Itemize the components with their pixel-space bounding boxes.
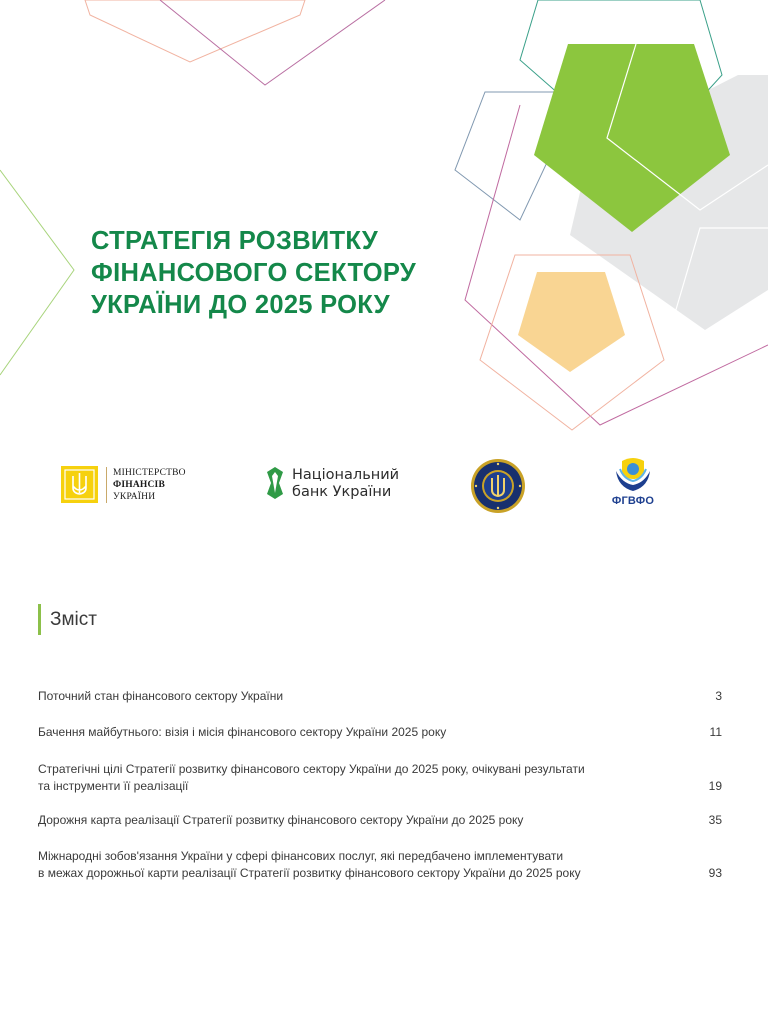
toc-item-line: Бачення майбутнього: візія і місія фінансового сектору України 2025 року: [38, 725, 447, 739]
minfin-name: [113, 467, 186, 503]
seal-icon: [470, 458, 526, 514]
minfin-line-1: МІНІСТЕРСТВО: [113, 468, 186, 478]
hexagon-outline-top-peach: [85, 0, 305, 62]
toc-item-line: в межах дорожньої карти реалізації Стратегії розвитку фінансового сектору України до 2025 року: [38, 866, 581, 880]
line-top-magenta: [160, 0, 385, 85]
toc-item-line: Дорожня карта реалізації Стратегії розвитку фінансового сектору України до 2025 року: [38, 813, 524, 827]
toc-item-page: 35: [708, 813, 722, 827]
title-line-2: ФІНАНСОВОГО СЕКТОРУ: [91, 259, 416, 287]
toc-item[interactable]: [38, 848, 722, 882]
toc-item-title: [38, 688, 648, 705]
fgvfo-label: ФГВФО: [611, 495, 655, 507]
toc-item-title: [38, 848, 648, 882]
minfin-line-2: ФІНАНСІВ: [113, 480, 165, 490]
nssmc-seal-logo: [470, 458, 526, 514]
document-title: [91, 225, 511, 321]
fgvfo-logo: [604, 457, 662, 517]
nbu-line-2: банк України: [292, 484, 392, 500]
toc-item-line: та інструменти її реалізації: [38, 779, 189, 793]
nbu-logo: [265, 465, 405, 505]
toc-item-title: [38, 724, 648, 741]
minfin-line-3: УКРАЇНИ: [113, 492, 156, 502]
toc-item-page: 93: [708, 866, 722, 880]
toc-item-page: 3: [715, 689, 722, 703]
toc-item-title: [38, 812, 648, 829]
toc-item[interactable]: [38, 812, 722, 829]
toc-item[interactable]: [38, 761, 722, 795]
toc-item-page: 11: [709, 725, 722, 739]
partner-logos: [0, 455, 768, 521]
toc-item-line: Міжнародні зобов'язання України у сфері фінансових послуг, які передбачено імплементувати: [38, 849, 564, 863]
title-line-1: СТРАТЕГІЯ РОЗВИТКУ: [91, 227, 379, 255]
minfin-logo: [61, 466, 201, 506]
title-line-3: УКРАЇНИ ДО 2025 РОКУ: [91, 291, 390, 319]
toc-item-line: Поточний стан фінансового сектору України: [38, 689, 284, 703]
pentagon-peach: [518, 272, 625, 372]
nbu-name: [292, 467, 399, 501]
nbu-line-1: Національний: [292, 467, 400, 483]
toc-item[interactable]: [38, 724, 722, 741]
minfin-divider: [106, 467, 107, 503]
toc-item-title: [38, 761, 648, 795]
toc-item[interactable]: [38, 688, 722, 705]
chevron-left-green: [0, 170, 74, 375]
hands-globe-icon: [604, 457, 662, 495]
trident-icon: [61, 466, 98, 503]
nbu-emblem-icon: [265, 466, 285, 500]
toc-item-page: 19: [708, 779, 722, 793]
toc-heading: Зміст: [38, 604, 97, 635]
toc-item-line: Стратегічні цілі Стратегії розвитку фінансового сектору України до 2025 року, очікувані результати: [38, 762, 585, 776]
